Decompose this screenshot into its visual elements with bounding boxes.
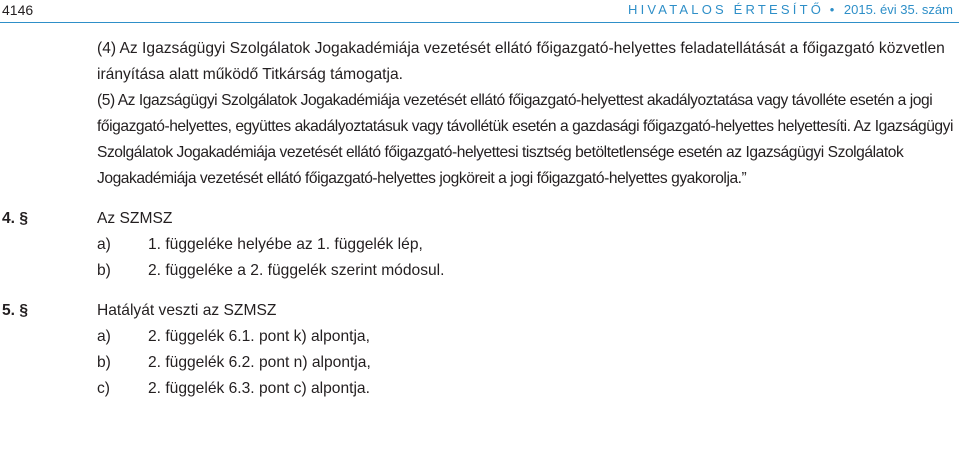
bullet-separator: • (829, 2, 835, 17)
list-item (97, 376, 955, 402)
item-letter: a) (97, 328, 111, 345)
item-letter: b) (97, 354, 111, 371)
issue-number: 2015. évi 35. szám (843, 2, 953, 17)
section-5 (2, 298, 955, 402)
header-divider (0, 22, 959, 23)
list-item (97, 232, 955, 258)
section-title: Az SZMSZ (97, 210, 173, 227)
item-letter: a) (97, 236, 111, 253)
section-head (2, 206, 955, 232)
journal-info (628, 2, 953, 17)
section-number: 5. § (2, 302, 29, 319)
document-body (2, 36, 955, 402)
item-text: 2. függelék 6.3. pont c) alpontja. (148, 380, 370, 397)
section-head (2, 298, 955, 324)
list-item (97, 350, 955, 376)
item-letter: c) (97, 380, 110, 397)
paragraph-5: (5) Az Igazságügyi Szolgálatok Jogakadémiája vezetését ellátó főigazgató-helyettest akadályoztatása vagy távolléte esetén a jogi főigazgató-helyettes, együttes akadályoztatásuk vagy távollétük esetén a gazdasági főigazgató-helyettes helyettesíti. Az Igazságügyi Szolgálatok Jogakadémiája vezetését ellátó főigazgató-helyettesi tisztség betöltetlensége esetén az Igazságügyi Szolgálatok Jogakadémiája vezetését ellátó főigazgató-helyettes jogköreit a jogi főigazgató-helyettes gyakorolja.” (97, 92, 954, 187)
paragraph-4: (4) Az Igazságügyi Szolgálatok Jogakadémiája vezetését ellátó főigazgató-helyettes feladatellátását a főigazgató közvetlen irányítása alatt működő Titkárság támogatja. (97, 40, 945, 83)
item-text: 1. függeléke helyébe az 1. függelék lép, (148, 236, 423, 253)
spacer (97, 192, 955, 206)
item-text: 2. függelék 6.2. pont n) alpontja, (148, 354, 371, 371)
item-letter: b) (97, 262, 111, 279)
section-title: Hatályát veszti az SZMSZ (97, 302, 277, 319)
list-item (97, 324, 955, 350)
item-text: 2. függelék 6.1. pont k) alpontja, (148, 328, 370, 345)
list-item (97, 258, 955, 284)
journal-title: HIVATALOS ÉRTESÍTŐ (628, 2, 825, 17)
page-number: 4146 (2, 2, 34, 18)
page-header (0, 0, 959, 24)
item-text: 2. függeléke a 2. függelék szerint módosul. (148, 262, 445, 279)
section-4 (2, 206, 955, 284)
spacer (97, 284, 955, 298)
section-number: 4. § (2, 210, 29, 227)
